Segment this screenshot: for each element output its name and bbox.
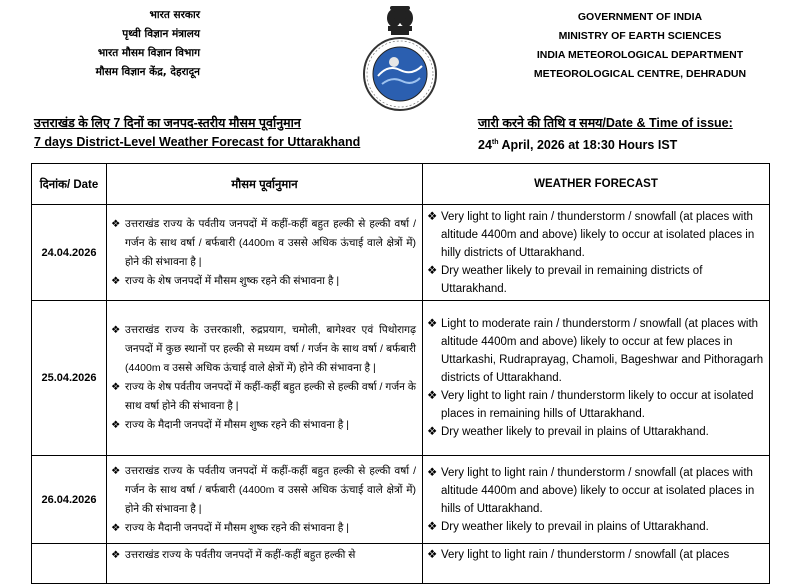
item-text: Dry weather likely to prevail in plains of Uttarakhand. xyxy=(441,520,709,533)
bullet-icon: ❖ xyxy=(427,466,438,479)
col-header-date: दिनांक/ Date xyxy=(32,164,107,205)
list-item xyxy=(111,378,416,416)
bullet-icon: ❖ xyxy=(427,390,438,402)
list-item xyxy=(427,387,765,423)
bullet-icon: ❖ xyxy=(111,381,121,393)
list-item xyxy=(111,519,416,538)
header-english-line: GOVERNMENT OF INDIA xyxy=(577,11,703,23)
row-date: 26.04.2026 xyxy=(32,456,107,544)
item-text: राज्य के शेष जनपदों में मौसम शुष्क रहने की संभावना है | xyxy=(125,274,340,287)
bullet-icon: ❖ xyxy=(111,549,121,561)
item-text: उत्तराखंड राज्य के पर्वतीय जनपदों में कहीं-कहीं बहुत हल्की से हल्की वर्षा / गर्जन के साथ वर्षा / बर्फबारी (4400m व उससे अधिक ऊंचाई वाले क्षेत्रों में) होने की संभावना है | xyxy=(125,217,416,268)
item-text: Very light to light rain / thunderstorm / snowfall (at places xyxy=(441,549,730,561)
issue-rest: April, 2026 at 18:30 Hours IST xyxy=(498,138,678,153)
issue-datetime xyxy=(478,114,733,155)
item-text: उत्तराखंड राज्य के उत्तरकाशी, रुद्रप्रयाग, चमोली, बागेश्वर एवं पिथोरागढ़ जनपदों में कुछ स्थानों पर हल्की से मध्यम वर्षा / गर्जन के साथ वर्षा / बर्फबारी (4400m व उससे अधिक ऊंचाई वाले क्षेत्रों में) होने की संभावना है | xyxy=(125,324,416,374)
list-item xyxy=(427,518,765,536)
header-english-line: INDIA METEOROLOGICAL DEPARTMENT xyxy=(536,49,744,61)
bullet-icon: ❖ xyxy=(111,324,121,336)
row-hindi-forecast xyxy=(107,456,423,544)
list-item xyxy=(427,315,765,387)
row-english-forecast xyxy=(423,456,770,544)
bullet-icon: ❖ xyxy=(111,274,121,287)
list-item xyxy=(427,423,765,441)
table-row xyxy=(32,205,770,301)
item-text: उत्तराखंड राज्य के पर्वतीय जनपदों में कहीं-कहीं बहुत हल्की से xyxy=(125,549,356,561)
bullet-icon: ❖ xyxy=(427,520,438,533)
bullet-icon: ❖ xyxy=(427,549,438,561)
header-english-line: METEOROLOGICAL CENTRE, DEHRADUN xyxy=(533,68,747,80)
item-text: राज्य के मैदानी जनपदों में मौसम शुष्क रहने की संभावना है | xyxy=(125,521,349,534)
row-hindi-forecast xyxy=(107,301,423,456)
issue-day: 24 xyxy=(478,138,492,153)
issue-value xyxy=(478,133,733,155)
header-english-line: MINISTRY OF EARTH SCIENCES xyxy=(558,30,722,42)
item-text: राज्य के मैदानी जनपदों में मौसम शुष्क रहने की संभावना है | xyxy=(125,419,349,431)
header-hindi-line: भारत मौसम विज्ञान विभाग xyxy=(97,47,200,59)
item-text: Very light to light rain / thunderstorm likely to occur at isolated places in remaining hills of Uttarakhand. xyxy=(441,390,754,420)
header-hindi-line: भारत सरकार xyxy=(149,9,200,21)
issue-day-suffix: th xyxy=(491,139,499,146)
bullet-icon: ❖ xyxy=(111,419,121,431)
header-hindi-line: पृथ्वी विज्ञान मंत्रालय xyxy=(122,28,200,40)
bullet-icon: ❖ xyxy=(427,318,438,330)
row-hindi-forecast xyxy=(107,544,423,584)
list-item xyxy=(427,262,765,298)
list-item xyxy=(111,272,416,291)
bullet-icon: ❖ xyxy=(111,217,121,230)
forecast-title xyxy=(34,114,360,152)
row-hindi-forecast xyxy=(107,205,423,301)
header-hindi-block xyxy=(40,6,200,82)
list-item xyxy=(111,546,416,565)
table-header-row xyxy=(32,164,770,205)
row-date xyxy=(32,544,107,584)
bullet-icon: ❖ xyxy=(427,426,438,438)
bullet-icon: ❖ xyxy=(111,464,121,477)
list-item xyxy=(427,546,765,564)
item-text: Very light to light rain / thunderstorm / snowfall (at places with altitude 4400m and above) likely to occur at isolated places in hills of Uttarakhand. xyxy=(441,466,755,515)
bullet-icon: ❖ xyxy=(111,521,121,534)
table-row xyxy=(32,456,770,544)
row-english-forecast xyxy=(423,205,770,301)
forecast-title-hindi: उत्तराखंड के लिए 7 दिनों का जनपद-स्तरीय मौसम पूर्वानुमान xyxy=(34,116,301,130)
imd-emblem-logo xyxy=(358,4,442,114)
header-hindi-line: मौसम विज्ञान केंद्र, देहरादून xyxy=(95,66,200,78)
list-item xyxy=(111,416,416,435)
list-item xyxy=(427,464,765,518)
forecast-title-english: 7 days District-Level Weather Forecast for Uttarakhand xyxy=(34,135,361,149)
list-item xyxy=(111,321,416,378)
item-text: Dry weather likely to prevail in plains of Uttarakhand. xyxy=(441,426,709,438)
issue-label: जारी करने की तिथि व समय/Date & Time of issue: xyxy=(478,116,733,130)
item-text: राज्य के शेष पर्वतीय जनपदों में कहीं-कहीं बहुत हल्की से हल्की वर्षा / गर्जन के साथ वर्षा होने की संभावना है | xyxy=(125,381,416,412)
list-item xyxy=(111,215,416,272)
header-english-block xyxy=(520,8,760,84)
row-english-forecast xyxy=(423,301,770,456)
item-text: Dry weather likely to prevail in remaining districts of Uttarakhand. xyxy=(441,264,703,295)
row-english-forecast xyxy=(423,544,770,584)
col-header-hindi: मौसम पूर्वानुमान xyxy=(107,164,423,205)
forecast-table xyxy=(31,163,770,584)
row-date: 25.04.2026 xyxy=(32,301,107,456)
bullet-icon: ❖ xyxy=(427,264,438,277)
col-header-english: WEATHER FORECAST xyxy=(423,164,770,205)
item-text: Very light to light rain / thunderstorm / snowfall (at places with altitude 4400m and above) likely to occur at isolated places in hilly districts of Uttarakhand. xyxy=(441,210,755,259)
item-text: Light to moderate rain / thunderstorm / snowfall (at places with altitude 4400m and above) likely to occur at few places in Uttarkashi, Rudraprayag, Chamoli, Bageshwar and Pithoragarh districts of Uttarakhand. xyxy=(441,318,764,384)
list-item xyxy=(427,208,765,262)
list-item xyxy=(111,462,416,519)
table-row xyxy=(32,544,770,584)
table-row xyxy=(32,301,770,456)
row-date: 24.04.2026 xyxy=(32,205,107,301)
bullet-icon: ❖ xyxy=(427,210,438,223)
item-text: उत्तराखंड राज्य के पर्वतीय जनपदों में कहीं-कहीं बहुत हल्की से हल्की वर्षा / गर्जन के साथ वर्षा / बर्फबारी (4400m व उससे अधिक ऊंचाई वाले क्षेत्रों में) होने की संभावना है | xyxy=(125,464,416,515)
